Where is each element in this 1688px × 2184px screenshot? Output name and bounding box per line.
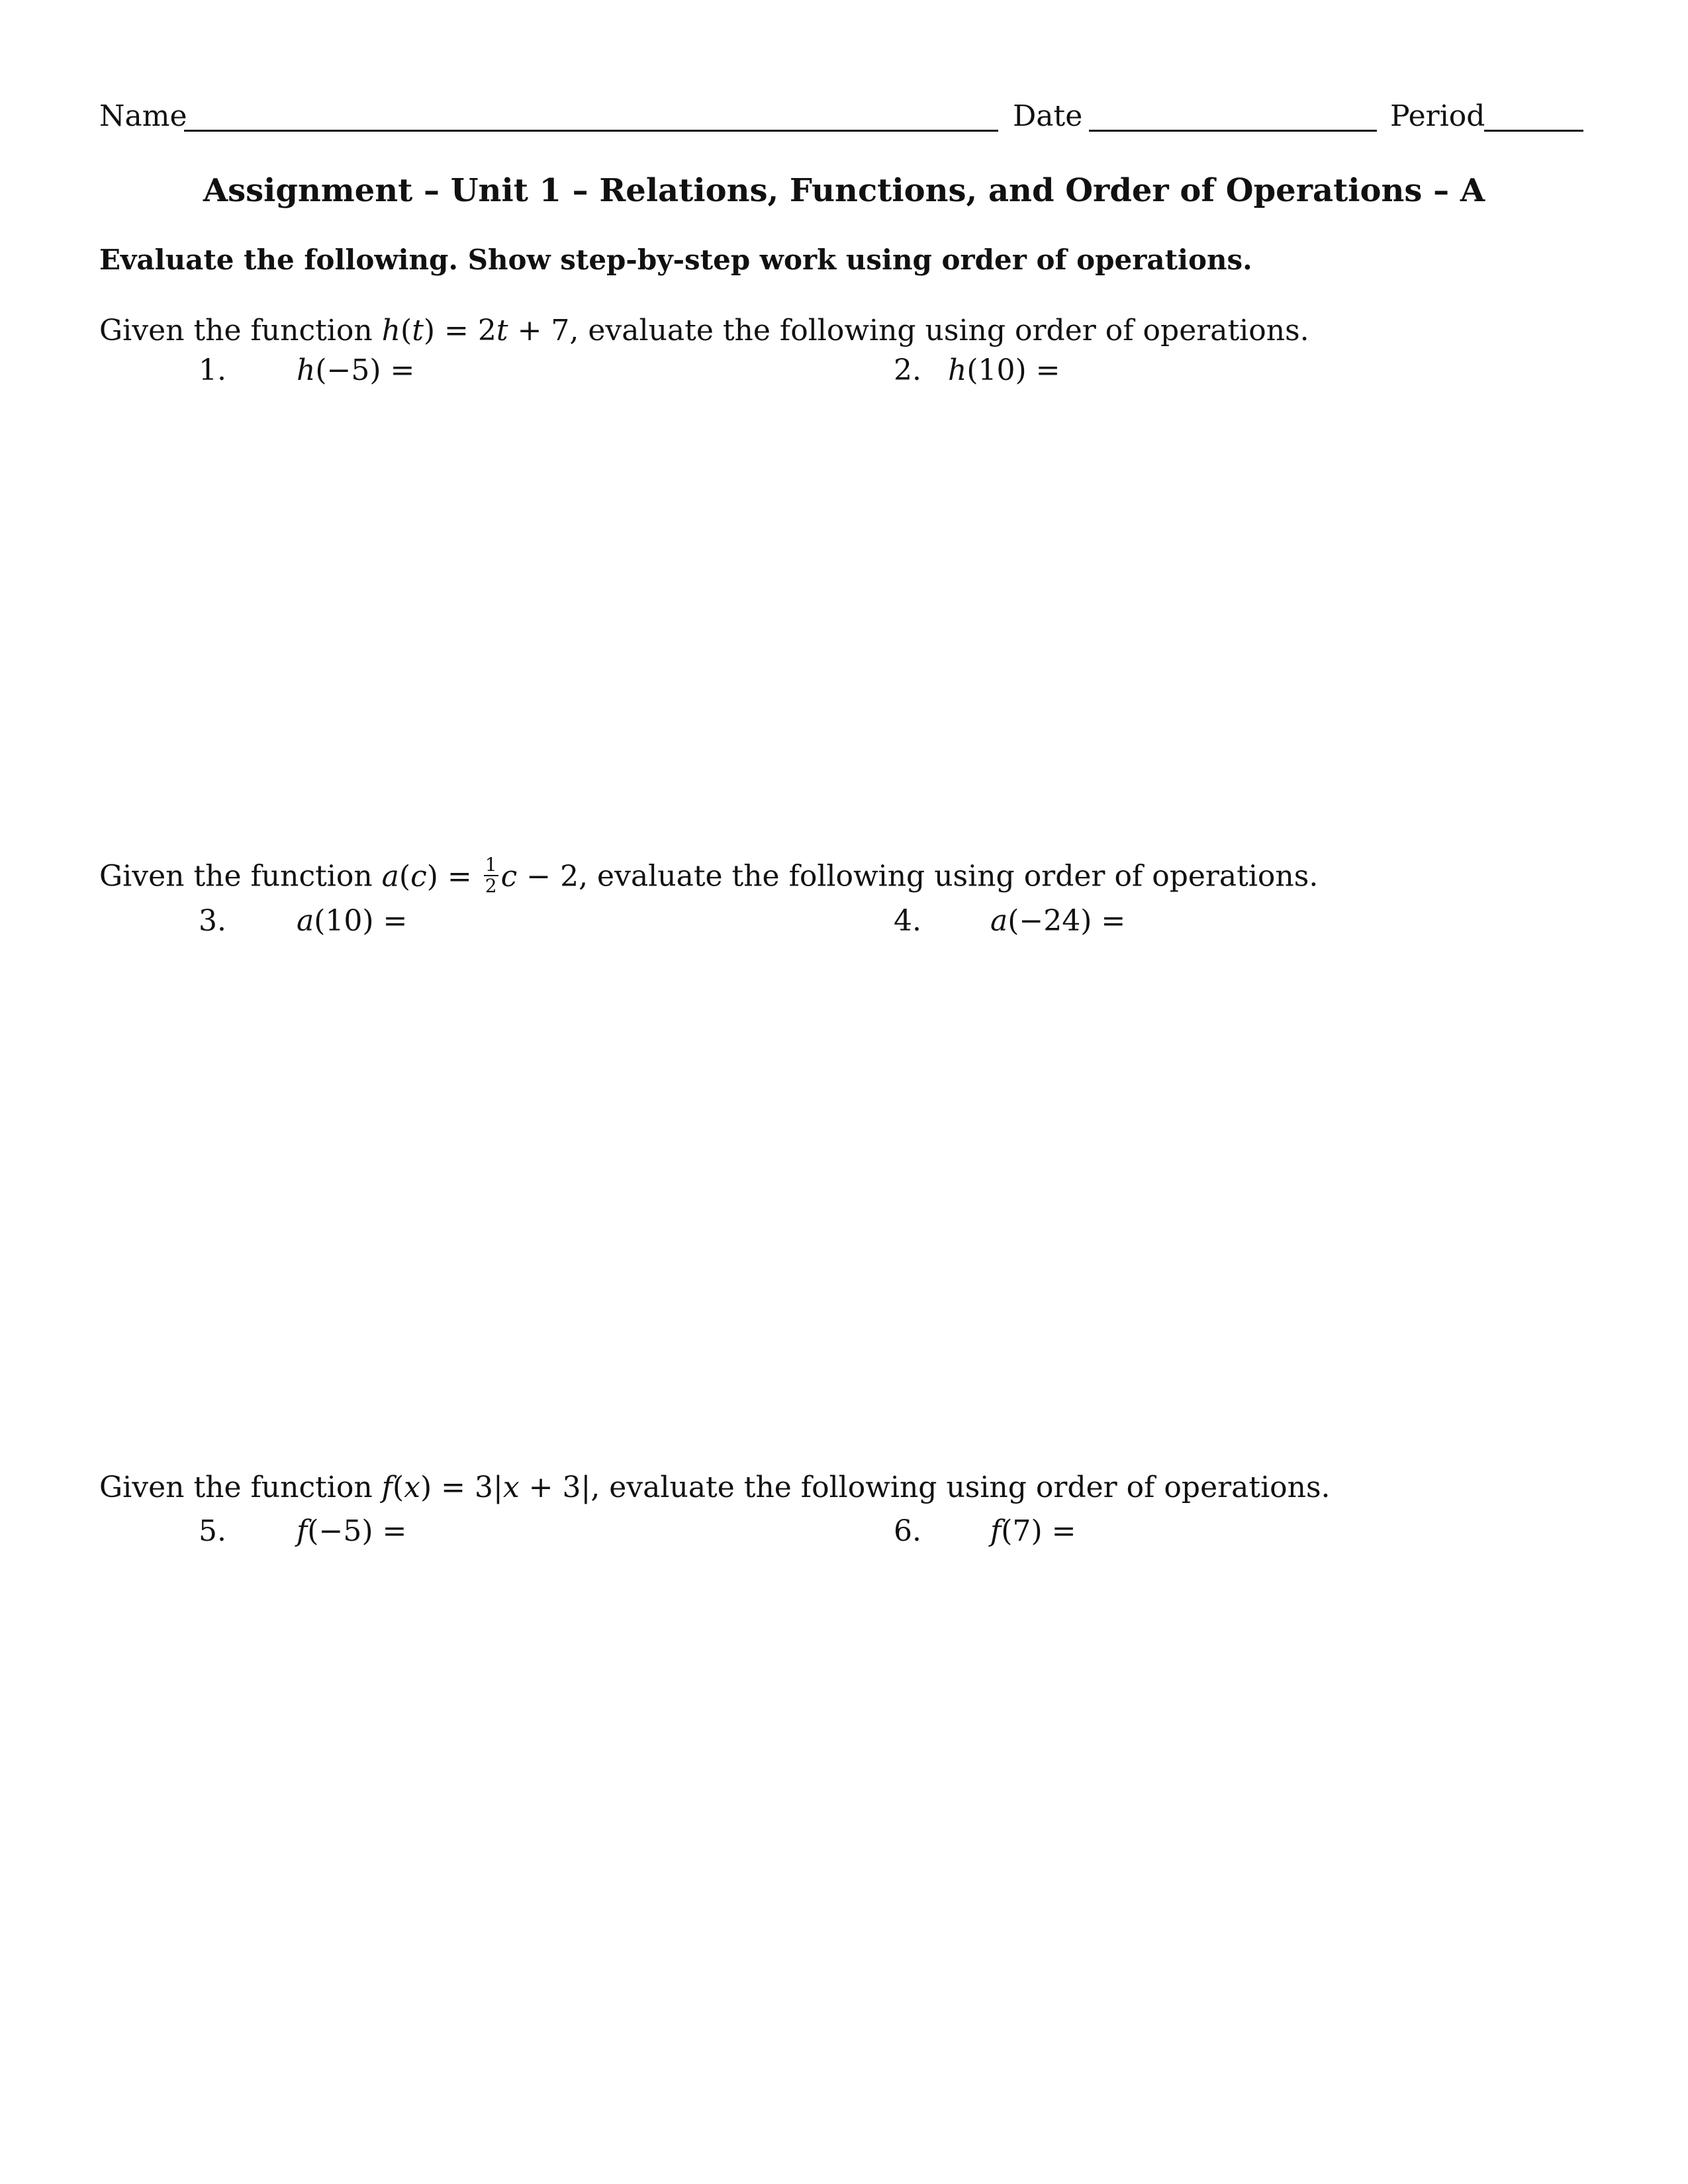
period-field-line[interactable] bbox=[1484, 130, 1583, 132]
problem-4-fn: a bbox=[990, 904, 1008, 938]
section-2-func-var: c bbox=[410, 859, 427, 893]
section-2-func-name: a bbox=[381, 859, 399, 893]
problem-2-number: 2. bbox=[894, 353, 921, 387]
date-field-line[interactable] bbox=[1089, 130, 1377, 132]
problem-4-expression bbox=[990, 904, 1125, 938]
section-1-intro-before: Given the function bbox=[99, 314, 382, 347]
section-3-intro-after: , evaluate the following using order of operations. bbox=[590, 1471, 1331, 1504]
problem-6-arg: (7) = bbox=[1001, 1514, 1076, 1548]
problem-3-fn: a bbox=[297, 904, 314, 938]
name-label: Name bbox=[99, 99, 187, 133]
section-1-intro: Given the function h(t) = 2t + 7, evaluate the following using order of operations. bbox=[99, 314, 1309, 347]
section-3-func-var: x bbox=[404, 1471, 420, 1504]
fraction-denominator: 2 bbox=[485, 875, 497, 897]
section-2-intro-before: Given the function bbox=[99, 859, 382, 893]
problem-3-number: 3. bbox=[199, 904, 226, 938]
section-1-func-name: h bbox=[381, 314, 401, 347]
section-1-rhs-post: + 7 bbox=[508, 314, 570, 347]
problem-1-number: 1. bbox=[199, 353, 226, 387]
problem-5-expression bbox=[297, 1514, 406, 1548]
section-1-func-var: t bbox=[412, 314, 424, 347]
problem-1-fn: h bbox=[297, 353, 316, 387]
section-3-intro: Given the function f(x) = 3|x + 3|, evaluate the following using order of operations. bbox=[99, 1471, 1331, 1504]
section-2-rhs-post: − 2 bbox=[517, 859, 579, 893]
one-half-fraction bbox=[484, 855, 498, 896]
name-field-line[interactable] bbox=[184, 130, 998, 132]
problem-2-fn: h bbox=[948, 353, 967, 387]
section-3-rhs-pre: = 3| bbox=[432, 1471, 503, 1504]
problem-3-arg: (10) = bbox=[314, 904, 408, 938]
problem-3-expression bbox=[297, 904, 407, 938]
page-title: Assignment – Unit 1 – Relations, Functions, and Order of Operations – A bbox=[203, 172, 1485, 209]
section-3-func-name: f bbox=[381, 1471, 393, 1504]
section-2-intro: Given the function a(c) = $\frac{1}{2}$ c − 2, evaluate the following using order of operations. bbox=[99, 854, 1319, 897]
problem-2-expression bbox=[948, 353, 1060, 387]
period-label: Period bbox=[1390, 99, 1485, 133]
problem-5-number: 5. bbox=[199, 1514, 226, 1548]
problem-5-arg: (−5) = bbox=[307, 1514, 407, 1548]
fraction-numerator: 1 bbox=[485, 854, 497, 876]
section-2-intro-after: , evaluate the following using order of operations. bbox=[579, 859, 1319, 893]
problem-6-number: 6. bbox=[894, 1514, 921, 1548]
section-3-rhs-post: + 3| bbox=[519, 1471, 591, 1504]
section-2-rhs-pre: = bbox=[438, 859, 481, 893]
section-3-intro-before: Given the function bbox=[99, 1471, 382, 1504]
instructions: Evaluate the following. Show step-by-step work using order of operations. bbox=[99, 244, 1252, 276]
problem-4-number: 4. bbox=[894, 904, 921, 938]
section-3-rhs-var: x bbox=[502, 1471, 520, 1504]
section-1-intro-after: , evaluate the following using order of operations. bbox=[569, 314, 1309, 347]
problem-6-fn: f bbox=[990, 1514, 1002, 1548]
section-1-rhs-var: t bbox=[496, 314, 508, 347]
problem-1-arg: (−5) = bbox=[315, 353, 415, 387]
date-label: Date bbox=[1013, 99, 1083, 133]
section-2-rhs-var: c bbox=[500, 859, 518, 893]
problem-6-expression bbox=[990, 1514, 1076, 1548]
problem-5-fn: f bbox=[297, 1514, 308, 1548]
section-1-rhs-pre: = 2 bbox=[435, 314, 496, 347]
problem-1-expression bbox=[297, 353, 414, 387]
problem-4-arg: (−24) = bbox=[1008, 904, 1126, 938]
problem-2-arg: (10) = bbox=[966, 353, 1060, 387]
